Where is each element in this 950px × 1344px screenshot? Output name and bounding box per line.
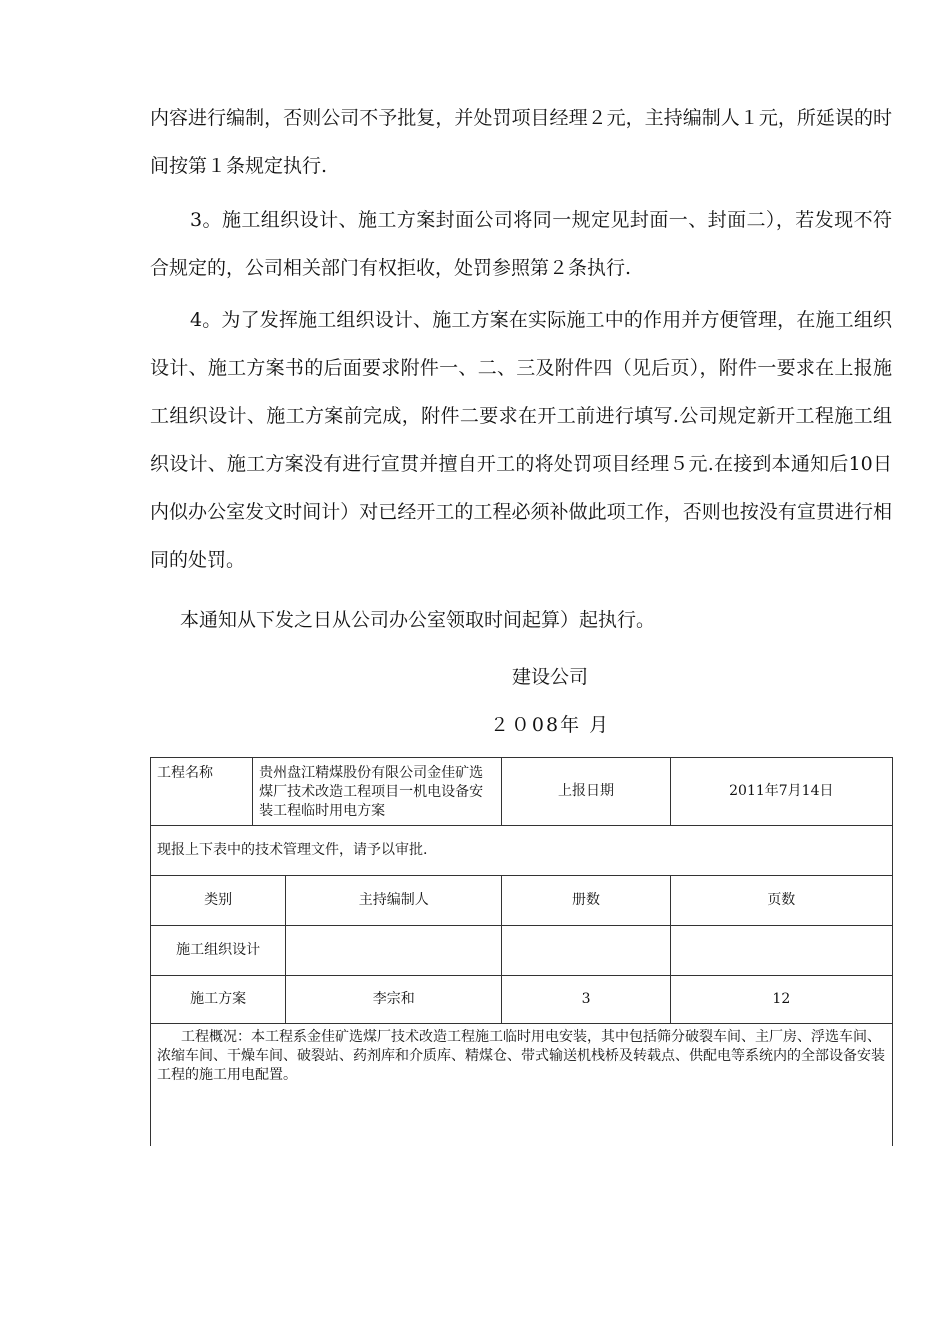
table-header-row xyxy=(151,876,893,926)
signature-date: ２０08年 月 xyxy=(489,714,611,736)
paragraph-item-4: 4。为了发挥施工组织设计、施工方案在实际施工中的作用并方便管理，在施工组织设计、施工方案书的后面要求附件一、二、三及附件四（见后页），附件一要求在上报施工组织设计、施工方案前完成，附件二要求在开工前进行填写.公司规定新开工程施工组织设计、施工方案没有进行宣贯并擅自开工的将处罚项目经理５元.在接到本通知后10日内似办公室发文时间计）对已经开工的工程必须补做此项工作，否则也按没有宣贯进行相同的处罚。 xyxy=(150,309,892,571)
project-name-value: 贵州盘江精煤股份有限公司金佳矿选煤厂技术改造工程项目一机电设备安装工程临时用电方案 xyxy=(253,758,502,826)
form-row-project xyxy=(151,758,893,826)
row-pages xyxy=(670,926,892,976)
project-overview: 工程概况：本工程系金佳矿选煤厂技术改造工程施工临时用电安装，其中包括筛分破裂车间、主厂房、浮选车间、浓缩车间、干燥车间、破裂站、药剂库和介质库、精煤仓、带式输送机栈桥及转载点、供配电等系统内的全部设备安装工程的施工用电配置。 xyxy=(151,1024,893,1146)
paragraph-effective: 本通知从下发之日从公司办公室领取时间起算）起执行。 xyxy=(180,609,656,631)
form-row-overview xyxy=(151,1024,893,1146)
header-pages: 页数 xyxy=(670,876,892,926)
form-row-request xyxy=(151,826,893,876)
header-category: 类别 xyxy=(151,876,286,926)
row-pages: 12 xyxy=(670,976,892,1024)
submission-form-table xyxy=(150,757,893,1146)
project-name-label: 工程名称 xyxy=(151,758,253,826)
row-volumes: 3 xyxy=(502,976,670,1024)
table-row xyxy=(151,926,893,976)
paragraph-penalty-continued: 内容进行编制，否则公司不予批复，并处罚项目经理２元，主持编制人１元，所延误的时间按第１条规定执行. xyxy=(150,107,892,177)
table-row xyxy=(151,976,893,1024)
paragraph-item-3: 3。施工组织设计、施工方案封面公司将同一规定见封面一、封面二），若发现不符合规定的，公司相关部门有权拒收，处罚参照第２条执行. xyxy=(150,209,892,279)
row-volumes xyxy=(502,926,670,976)
row-editor xyxy=(286,926,502,976)
row-editor: 李宗和 xyxy=(286,976,502,1024)
header-volumes: 册数 xyxy=(502,876,670,926)
header-editor: 主持编制人 xyxy=(286,876,502,926)
row-category: 施工组织设计 xyxy=(151,926,286,976)
request-text: 现报上下表中的技术管理文件，请予以审批. xyxy=(151,826,893,876)
report-date-value: 2011年7月14日 xyxy=(670,758,892,826)
row-category: 施工方案 xyxy=(151,976,286,1024)
report-date-label: 上报日期 xyxy=(502,758,670,826)
signature-company: 建设公司 xyxy=(511,666,588,688)
